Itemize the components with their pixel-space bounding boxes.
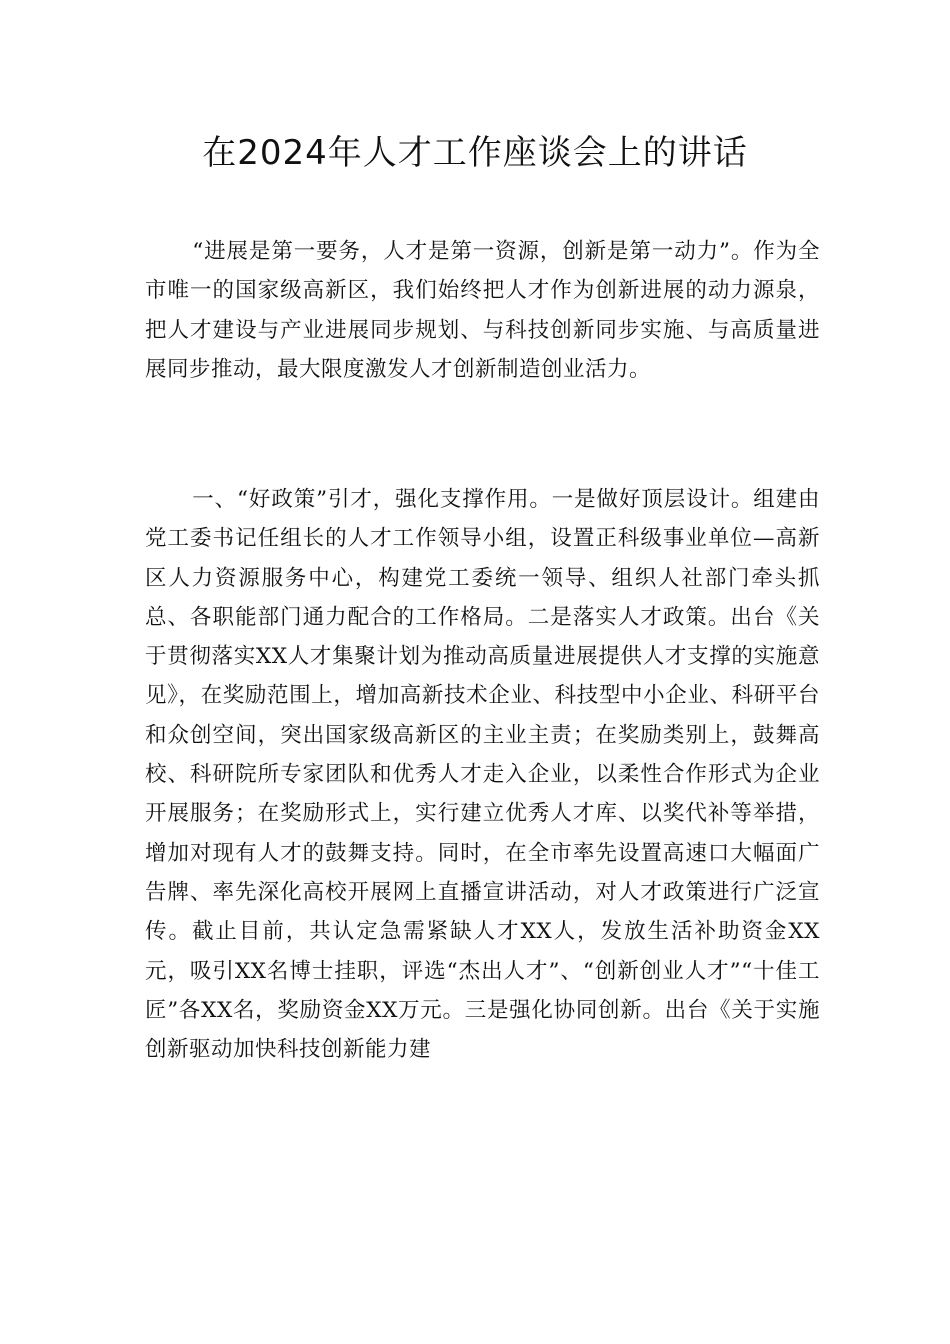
paragraph-intro: “进展是第一要务，人才是第一资源，创新是第一动力”。作为全市唯一的国家级高新区，我们始终把人才作为创新进展的动力源泉，把人才建设与产业进展同步规划、与科技创新同步实施、与高质量进展同步推动，最大限度激发人才创新制造创业活力。 bbox=[145, 239, 820, 382]
paragraph-section-one: 一、“好政策”引才，强化支撑作用。一是做好顶层设计。组建由党工委书记任组长的人才工作领导小组，设置正科级事业单位—高新区人力资源服务中心，构建党工委统一领导、组织人社部门牵头抓总、各职能部门通力配合的工作格局。二是落实人才政策。出台《关于贯彻落实XX人才集聚计划为推动高质量进展提供人才支撑的实施意见》，在奖励范围上，增加高新技术企业、科技型中小企业、科研平台和众创空间，突出国家级高新区的主业主责；在奖励类别上，鼓舞高校、科研院所专家团队和优秀人才走入企业，以柔性合作形式为企业开展服务；在奖励形式上，实行建立优秀人才库、以奖代补等举措，增加对现有人才的鼓舞支持。同时，在全市率先设置高速口大幅面广告牌、率先深化高校开展网上直播宣讲活动，对人才政策进行广泛宣传。截止目前，共认定急需紧缺人才XX人，发放生活补助资金XX元，吸引XX名博士挂职，评选“杰出人才”、“创新创业人才”“十佳工匠”各XX名，奖励资金XX万元。三是强化协同创新。出台《关于实施创新驱动加快科技创新能力建 bbox=[145, 487, 820, 1063]
document-title: 在2024年人才工作座谈会上的讲话 bbox=[202, 133, 748, 173]
